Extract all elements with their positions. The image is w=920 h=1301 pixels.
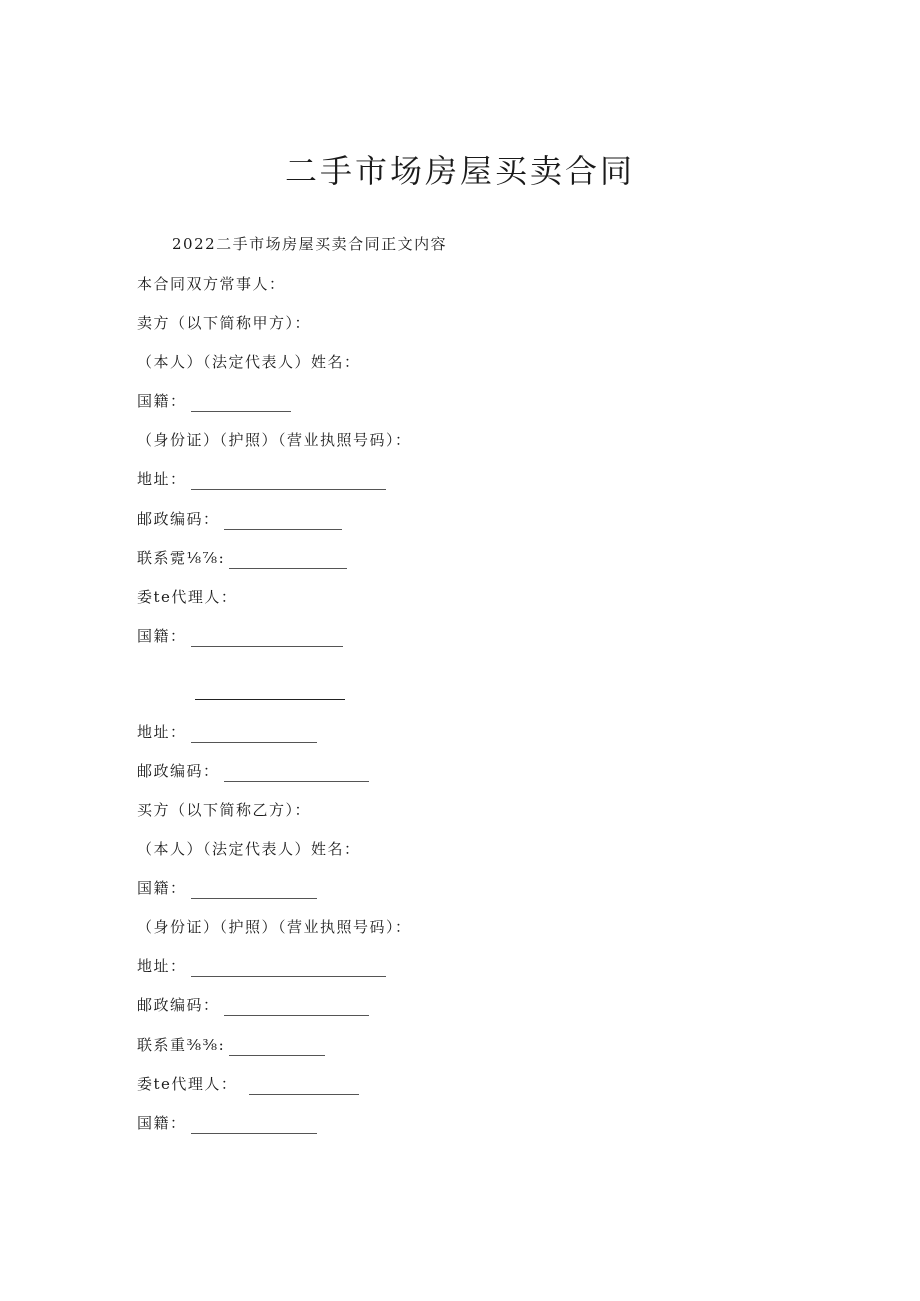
seller-phone-field: 联系霓⅛⅞: bbox=[137, 547, 347, 569]
buyer-name-label: （本人）（法定代表人）姓名： bbox=[137, 840, 361, 858]
seller-agent-address-field: 地址： bbox=[137, 721, 317, 743]
buyer-heading: 买方（以下简称乙方）： bbox=[137, 801, 312, 819]
seller-nationality-field: 国籍： bbox=[137, 390, 291, 412]
buyer-phone-field: 联系重⅜⅜: bbox=[137, 1034, 325, 1056]
buyer-agent-field: 委te代理人： bbox=[137, 1073, 359, 1095]
seller-agent-nationality-field: 国籍： bbox=[137, 625, 343, 647]
seller-id-label: （身份证）（护照）（营业执照号码）： bbox=[137, 431, 412, 449]
seller-agent-label: 委te代理人： bbox=[137, 588, 238, 606]
buyer-postcode-field: 邮政编码： bbox=[137, 994, 369, 1016]
parties-heading: 本合同双方常事人： bbox=[137, 275, 286, 293]
buyer-nationality-field: 国籍： bbox=[137, 877, 317, 899]
buyer-address-field: 地址： bbox=[137, 955, 386, 977]
blank-rule bbox=[195, 699, 345, 700]
seller-agent-postcode-field: 邮政编码： bbox=[137, 760, 369, 782]
buyer-id-label: （身份证）（护照）（营业执照号码）： bbox=[137, 918, 412, 936]
seller-address-field: 地址： bbox=[137, 468, 386, 490]
document-title: 二手市场房屋买卖合同 bbox=[284, 152, 635, 190]
seller-name-label: （本人）（法定代表人）姓名： bbox=[137, 353, 361, 371]
seller-heading: 卖方（以下简称甲方）： bbox=[137, 314, 312, 332]
buyer-agent-nationality-field: 国籍： bbox=[137, 1112, 317, 1134]
seller-postcode-field: 邮政编码： bbox=[137, 508, 342, 530]
contract-subtitle: 2022二手市场房屋买卖合同正文内容 bbox=[172, 235, 448, 253]
